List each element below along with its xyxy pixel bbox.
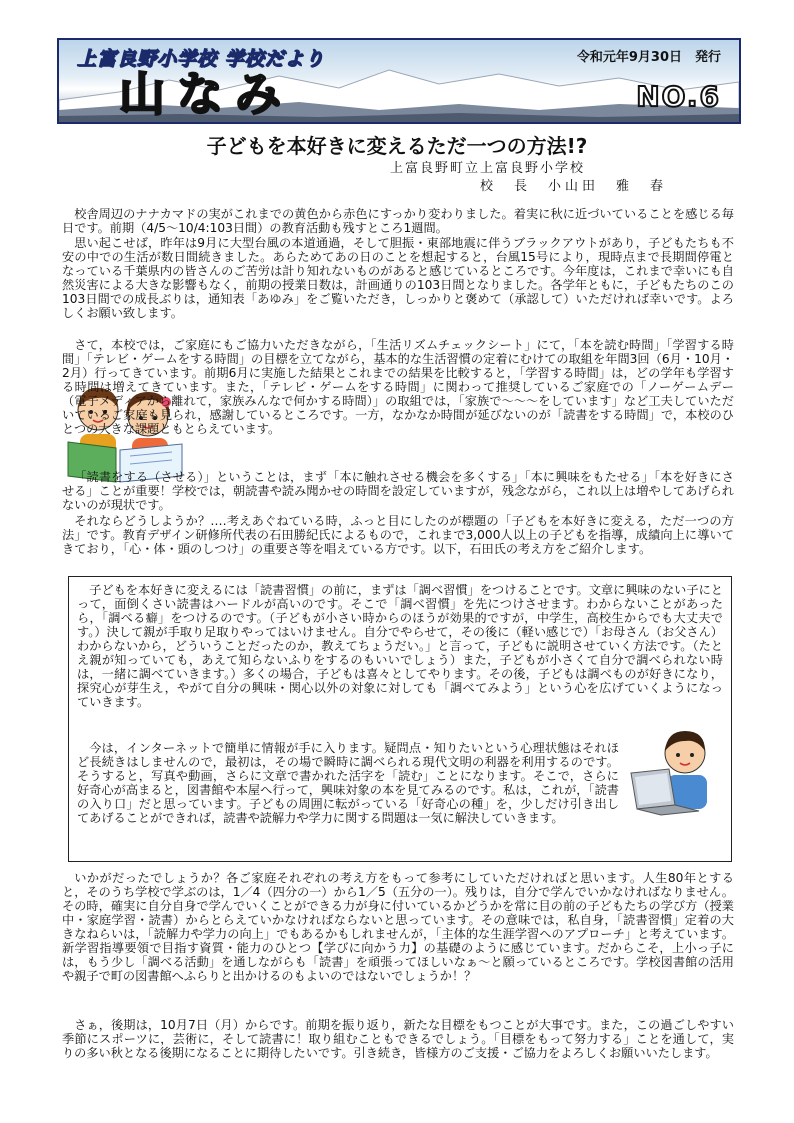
author-name: 校 長 小山田 雅 春 [480, 179, 668, 194]
paragraph-3a: さて，本校では，ご家庭にもご協力いただきながら，「生活リズムチェックシート」にて，「本を読む時間」「学習する時間」「テレビ・ゲームをする時間」の目標を立てながら，基本的な生活習慣の定着にむけての取組を年間3回（6月・10月・2月）行ってきています。前期6月に実施した結果とこれまでの結果を比較すると，「学習する時間」は，どの学年も学習する時間は増えてきています。また，「テレビ・ゲームをする時間」に関わって推奨しているご家庭での「ノーゲームデー（電子メディアから離れて，家族みんなで何かする時間）」の取組では，「家族で～～～をしています」など工夫していただいているご家庭も見られ，感謝しているところです。一方，なかなか時間が延びないのが「読書をする時間」で，本校のひとつの大きな課題ともとらえています。 [62, 338, 734, 436]
paragraph-6: さぁ，後期は，10月7日（月）からです。前期を振り返り，新たな目標をもつことが大事です。また，この過ごしやすい季節にスポーツに，芸術に，そして読書に！取り組むこともできるでしょう。「目標をもって努力する」ことを通して，実りの多い秋となる後期になることに期待したいです。引き続き，皆様方のご支援・ご協力をよろしくお願いいたします。 [62, 1018, 734, 1060]
quote-paragraph-2: 今は，インターネットで簡単に情報が手に入ります。疑問点・知りたいという心理状態はそれほど長続きはしませんので，最初は，その場で瞬時に調べられる現代文明の利器を利用するのです。そうすると，写真や動画，さらに文章で書かれた活字を「読む」ことになります。そこで，さらに好奇心が高まると，図書館や本屋へ行って，興味対象の本を見てみるのです。私は，これが，「読書の入り口」だと思っています。子どもの周囲に転がっている「好奇心の種」を，少しだけ引き出してあげることができれば，読書や読解力や学力に関する問題は一気に解決していきます。 [77, 741, 619, 825]
article-title: 子どもを本好きに変えるただ一つの方法!? [206, 134, 588, 158]
paragraph-2: 思い起こせば，昨年は9月に大型台風の本道通過，そして胆振・東部地震に伴うブラックアウトがあり，子どもたちも不安の中での生活が数日間続きました。あらためてあの日のことを想起すると，台風15号により，現時点まで長期間停電となっている千葉県内の皆さんのご苦労は計り知れないものがあると感じているところです。今年度は，これまで幸いにも自然災害による大きな影響もなく，前期の授業日数は，計画通りの103日間となりました。各学年ともに，子どもたちのこの103日間での成長ぶりは，通知表「あゆみ」をご覧いただき，しっかりと褒めて（承認して）いただければ幸いです。よろしくお願い致します。 [62, 236, 734, 320]
quote-paragraph-1: 子どもを本好きに変えるには「読書習慣」の前に，まずは「調べ習慣」をつけることです。文章に興味のない子にとって，面倒くさい読書はハードルが高いのです。そこで「調べ習慣」を先につけさせます。わからないことがあったら，「調べる癖」をつけるのです。（子どもが小さい時からのほうが効果的ですが，中学生，高校生からでも大丈夫です。）決して親が手取り足取りやってはいけません。自分でやらせて，その後に（軽い感じで）「お母さん（お父さん）わからないから，どういうことだったのか，教えてちょうだい。」と言って，子どもに説明させていく方法です。（たとえ親が知っていても，あえて知らないふりをするのもいいでしょう）また，子どもが小さくて自分で調べられない時は，一緒に調べていきます。）多くの場合，子どもは喜々としてやります。その後，子どもは調べものが好きになり，探究心が芽生え，やがて自分の興味・関心以外の対象に対しても「調べてみよう」という心を広げていくようになっていきます。 [77, 583, 723, 709]
paragraph-4: それならどうしようか？‥‥考えあぐねている時，ふっと目にしたのが標題の「子どもを本好きに変える，ただ一つの方法」です。教育デザイン研修所代表の石田勝紀氏によるもので，これまで3,000人以上の子どもを指導，成績向上に導いてきており，「心・体・頭のしつけ」の重要さ等を唱えている方です。以下，石田氏の考え方をご紹介します。 [62, 514, 734, 556]
paragraph-5: いかがだったでしょうか？各ご家庭それぞれの考え方をもって参考にしていただければと思います。人生80年とすると，そのうち学校で学ぶのは，1／4（四分の一）から1／5（五分の一）。残りは，自分で学んでいかなければなりません。その時，確実に自分自身で学んでいくことができる力が身に付いているかどうかを常に目の前の子どもたちの学び方（授業中・家庭学習・読書）からとらえていかなければならないと思っています。その意味では，私自身，「読書習慣」定着の大きなねらいは，「読解力や学力の向上」でもあるかもしれませんが，「主体的な生涯学習へのアプローチ」と考えています。新学習指導要領で目指す資質・能力のひとつ【学びに向かう力】の基礎のように感じています。だからこそ，上小っ子には，もう少し「調べる活動」を通しながらも「読書」を頑張ってほしいなぁ～と願っているところです。学校図書館の活用や親子で町の図書館へふらりと出かけるのもよいのではないでしょうか！？ [62, 871, 734, 983]
quote-box [68, 576, 732, 862]
paragraph-1: 校舎周辺のナナカマドの実がこれまでの黄色から赤色にすっかり変わりました。着実に秋に近づいていることを感じる毎日です。前期（4/5～10/4:103日間）の教育活動も残すところ1週間。 [62, 207, 734, 235]
publish-date: 令和元年9月30日 発行 [576, 50, 721, 65]
author-block [390, 160, 667, 196]
author-org: 上富良野町立上富良野小学校 [390, 161, 586, 176]
newsletter-header [57, 38, 741, 124]
boy-laptop-illustration-icon [625, 723, 725, 817]
newsletter-title: 山なみ [119, 67, 293, 121]
school-label: 上富良野小学校 学校だより [77, 48, 325, 70]
issue-number: NO.6 [636, 80, 721, 113]
paragraph-3b: 「読書をする（させる）」ということは，まず「本に触れさせる機会を多くする」「本に興味をもたせる」「本を好きにさせる」ことが重要！学校では，朝読書や読み聞かせの時間を設定していますが，残念ながら，これ以上は増やしてあげられないのが現状です。 [62, 470, 734, 512]
